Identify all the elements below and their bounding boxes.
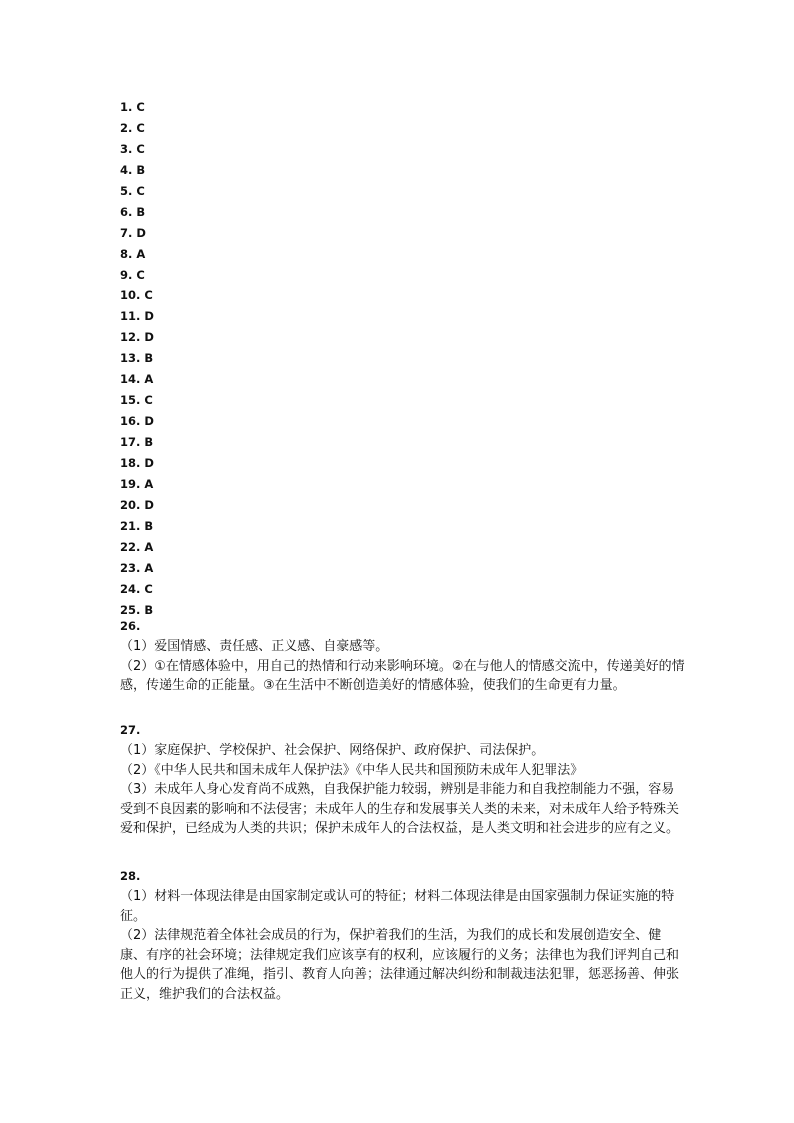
question-number: 21. bbox=[120, 518, 141, 533]
answer-letter: D bbox=[136, 225, 146, 240]
question-number: 9. bbox=[120, 267, 133, 282]
list-item bbox=[120, 306, 154, 327]
question-number: 18. bbox=[120, 455, 141, 470]
question-27-answer-2: （2）《中华人民共和国未成年人保护法》《中华人民共和国预防未成年人犯罪法》 bbox=[120, 762, 584, 778]
list-item bbox=[120, 537, 154, 558]
answer-letter: C bbox=[136, 100, 145, 114]
question-27-answer-3: （3）未成年人身心发育尚不成熟，自我保护能力较弱，辨别是非能力和自我控制能力不强，容易受到不良因素的影响和不法侵害；未成年人的生存和发展事关人类的未来，对未成年人给予特殊关爱和保护，已经成为人类的共识；保护未成年人的合法权益，是人类文明和社会进步的应有之义。 bbox=[120, 782, 680, 837]
multiple-choice-answers bbox=[120, 97, 154, 620]
list-item bbox=[120, 97, 154, 118]
answer-letter: B bbox=[144, 518, 154, 533]
question-number: 15. bbox=[120, 393, 141, 408]
question-number: 2. bbox=[120, 120, 133, 135]
question-28-answer-1: （1）材料一体现法律是由国家制定或认可的特征；材料二体现法律是由国家强制力保证实施的特征。 bbox=[120, 889, 675, 924]
list-item bbox=[120, 139, 154, 160]
question-number: 8. bbox=[120, 246, 133, 261]
list-item bbox=[120, 181, 154, 202]
list-item bbox=[120, 495, 154, 516]
question-number: 1. bbox=[120, 100, 133, 114]
list-item bbox=[120, 558, 154, 579]
list-item bbox=[120, 579, 154, 600]
question-27-section bbox=[120, 720, 686, 839]
answer-letter: B bbox=[144, 602, 154, 617]
answer-letter: A bbox=[144, 372, 154, 387]
question-number: 6. bbox=[120, 204, 133, 219]
question-27-answer-1: （1）家庭保护、学校保护、社会保护、网络保护、政府保护、司法保护。 bbox=[120, 743, 545, 758]
list-item bbox=[120, 348, 154, 369]
question-number: 4. bbox=[120, 162, 133, 177]
answer-letter: D bbox=[144, 455, 154, 470]
question-number: 12. bbox=[120, 330, 141, 345]
answer-letter: C bbox=[136, 141, 145, 156]
list-item bbox=[120, 453, 154, 474]
question-number: 22. bbox=[120, 539, 141, 554]
answer-letter: A bbox=[136, 246, 146, 261]
question-26-answer-2: （2）①在情感体验中，用自己的热情和行动来影响环境。②在与他人的情感交流中，传递美好的情感，传递生命的正能量。③在生活中不断创造美好的情感体验，使我们的生命更有力量。 bbox=[120, 658, 685, 694]
answer-letter: C bbox=[144, 581, 153, 596]
question-26-title: 26. bbox=[120, 619, 141, 633]
answer-letter: D bbox=[144, 309, 154, 324]
question-26-answer-1: （1）爱国情感、责任感、正义感、自豪感等。 bbox=[120, 639, 389, 654]
answer-letter: C bbox=[136, 267, 145, 282]
answer-letter: A bbox=[144, 560, 154, 575]
question-number: 23. bbox=[120, 560, 141, 575]
list-item bbox=[120, 118, 154, 139]
question-number: 13. bbox=[120, 351, 141, 366]
question-number: 14. bbox=[120, 372, 141, 387]
answer-letter: B bbox=[144, 435, 154, 449]
question-number: 17. bbox=[120, 435, 141, 449]
question-28-section bbox=[120, 866, 686, 1005]
question-number: 7. bbox=[120, 225, 133, 240]
question-number: 5. bbox=[120, 183, 133, 198]
list-item bbox=[120, 202, 154, 223]
answer-letter: A bbox=[144, 539, 154, 554]
answer-letter: B bbox=[136, 162, 146, 177]
list-item bbox=[120, 244, 154, 265]
list-item bbox=[120, 265, 154, 286]
question-26-section bbox=[120, 616, 686, 696]
question-number: 16. bbox=[120, 414, 141, 429]
list-item bbox=[120, 411, 154, 432]
question-number: 11. bbox=[120, 309, 141, 324]
question-number: 24. bbox=[120, 581, 141, 596]
question-27-title: 27. bbox=[120, 723, 141, 737]
question-number: 25. bbox=[120, 602, 141, 617]
list-item bbox=[120, 223, 154, 244]
question-number: 10. bbox=[120, 288, 141, 303]
list-item bbox=[120, 516, 154, 537]
list-item bbox=[120, 285, 154, 306]
answer-letter: C bbox=[144, 393, 153, 408]
list-item bbox=[120, 327, 154, 348]
list-item bbox=[120, 432, 154, 453]
question-28-title: 28. bbox=[120, 869, 141, 883]
answer-letter: B bbox=[144, 351, 154, 366]
question-number: 20. bbox=[120, 497, 141, 512]
answer-letter: A bbox=[144, 476, 154, 491]
answer-letter: B bbox=[136, 204, 146, 219]
list-item bbox=[120, 160, 154, 181]
answer-letter: C bbox=[136, 183, 145, 198]
question-28-answer-2: （2）法律规范着全体社会成员的行为，保护着我们的生活，为我们的成长和发展创造安全、健康、有序的社会环境；法律规定我们应该享有的权利，应该履行的义务；法律也为我们评判自己和他人的行为提供了准绳，指引、教育人向善；法律通过解决纠纷和制裁违法犯罪，惩恶扬善、伸张正义，维护我们的合法权益。 bbox=[120, 928, 680, 1002]
question-number: 3. bbox=[120, 141, 133, 156]
answer-letter: D bbox=[144, 330, 154, 345]
question-number: 19. bbox=[120, 476, 141, 491]
list-item bbox=[120, 390, 154, 411]
list-item bbox=[120, 369, 154, 390]
list-item bbox=[120, 474, 154, 495]
answer-letter: C bbox=[136, 120, 145, 135]
answer-letter: D bbox=[144, 414, 154, 429]
answer-letter: C bbox=[144, 288, 153, 303]
answer-letter: D bbox=[144, 497, 154, 512]
